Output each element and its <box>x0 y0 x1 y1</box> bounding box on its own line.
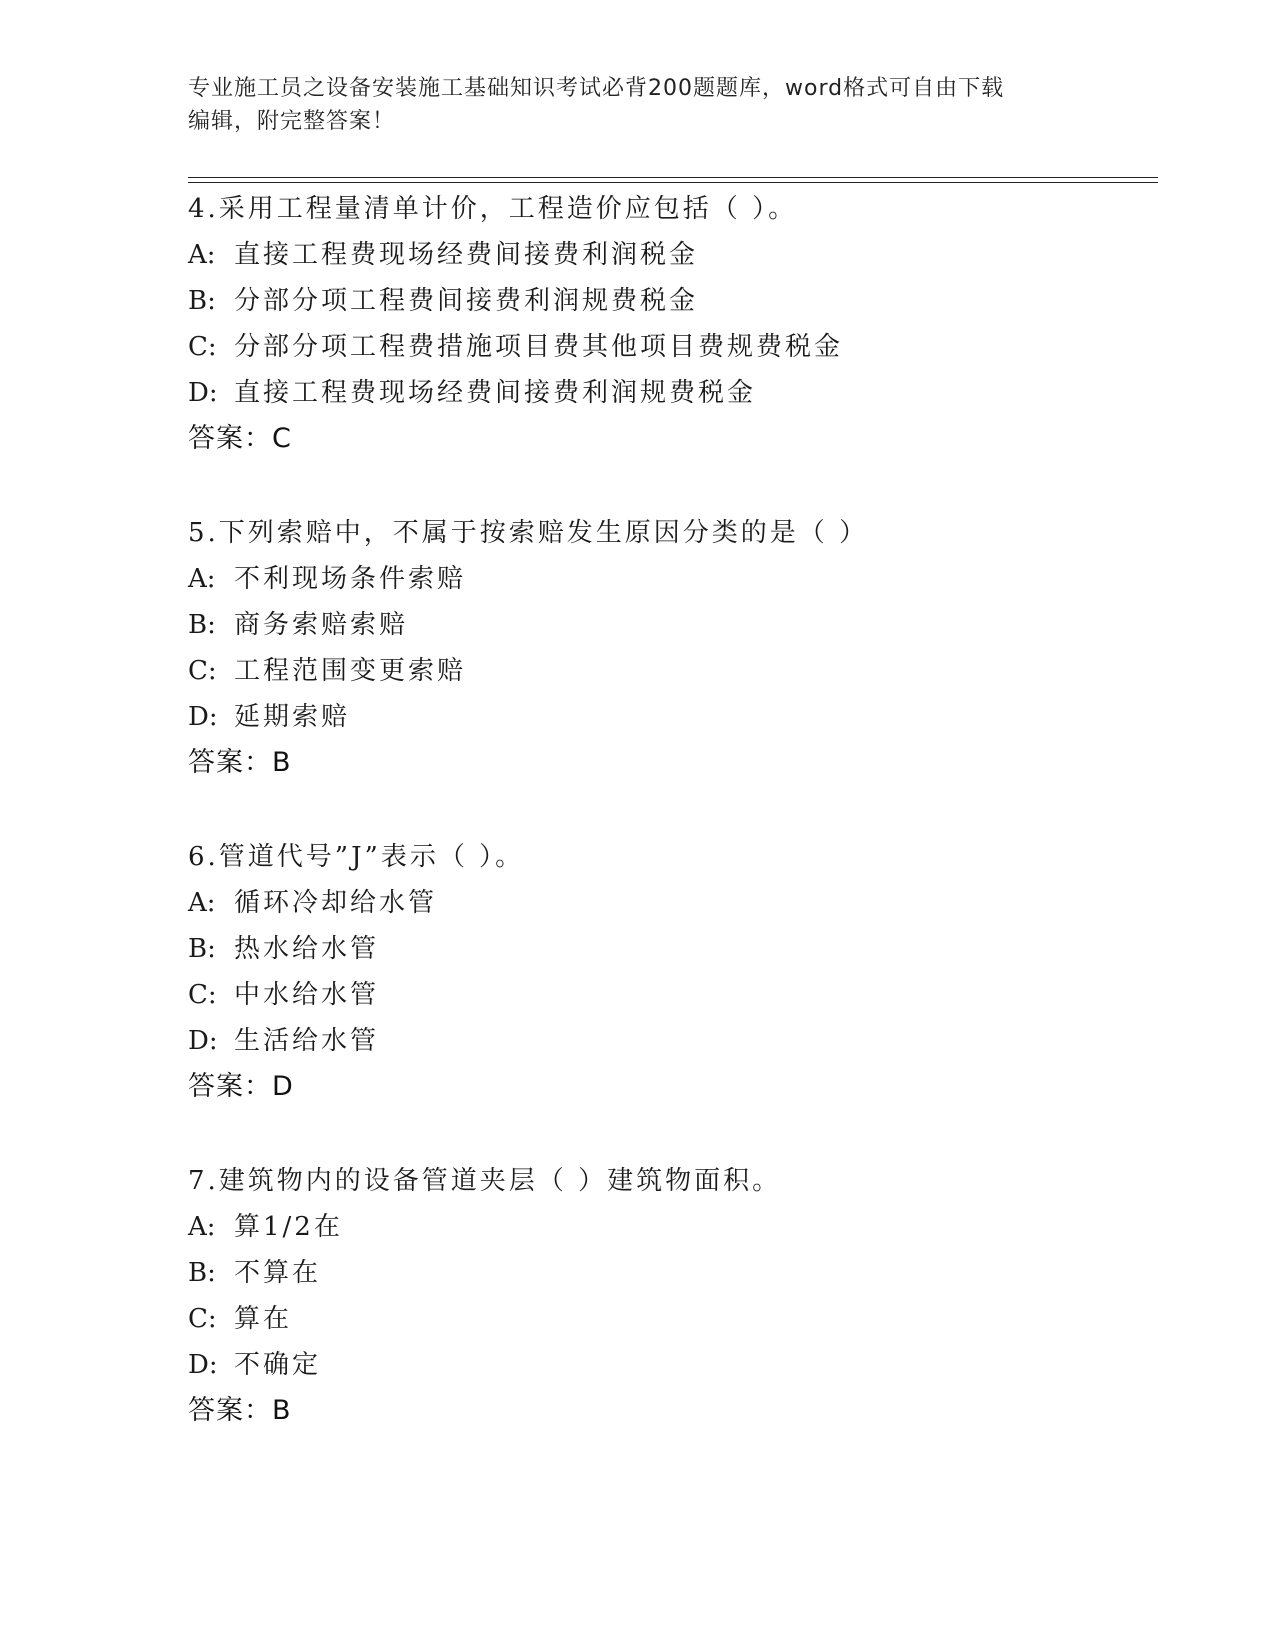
option-b <box>188 278 1148 324</box>
option-text: 循环冷却给水管 <box>234 888 438 918</box>
question-list <box>188 186 1148 1482</box>
option-a <box>188 1204 1148 1250</box>
option-letter: A: <box>188 564 216 594</box>
option-text: 算1/2在 <box>234 1212 343 1242</box>
answer-label: 答案：B <box>188 1395 292 1426</box>
question-6 <box>188 834 1148 1110</box>
header-divider-top <box>188 177 1158 178</box>
option-b <box>188 1250 1148 1296</box>
option-text: 算在 <box>234 1304 293 1334</box>
option-c <box>188 1296 1148 1342</box>
option-letter: D: <box>188 378 218 408</box>
option-text: 不算在 <box>234 1258 322 1288</box>
answer-label: 答案：C <box>188 423 292 454</box>
option-b <box>188 926 1148 972</box>
option-text: 生活给水管 <box>234 1026 380 1056</box>
answer-label: 答案：B <box>188 747 292 778</box>
option-letter: A: <box>188 888 216 918</box>
option-text: 直接工程费现场经费间接费利润规费税金 <box>234 378 757 408</box>
option-text: 分部分项工程费间接费利润规费税金 <box>234 286 699 316</box>
option-d <box>188 1018 1148 1064</box>
option-letter: D: <box>188 702 218 732</box>
option-a <box>188 556 1148 602</box>
header-line-2: 编辑，附完整答案！ <box>188 109 396 134</box>
question-7 <box>188 1158 1148 1434</box>
question-stem: 5.下列索赔中，不属于按索赔发生原因分类的是（ ） <box>188 518 869 548</box>
header-divider-bottom <box>188 182 1158 183</box>
option-d <box>188 694 1148 740</box>
option-letter: C: <box>188 980 217 1010</box>
option-text: 不利现场条件索赔 <box>234 564 467 594</box>
document-header <box>188 72 1088 138</box>
option-text: 直接工程费现场经费间接费利润税金 <box>234 240 699 270</box>
option-text: 工程范围变更索赔 <box>234 656 467 686</box>
question-stem: 6.管道代号”J”表示（ ）。 <box>188 842 525 872</box>
option-c <box>188 648 1148 694</box>
option-letter: B: <box>188 610 216 640</box>
option-letter: B: <box>188 286 216 316</box>
question-stem: 7.建筑物内的设备管道夹层（ ）建筑物面积。 <box>188 1166 782 1196</box>
option-letter: B: <box>188 1258 216 1288</box>
option-letter: A: <box>188 1212 216 1242</box>
question-4 <box>188 186 1148 462</box>
option-d <box>188 1342 1148 1388</box>
answer-label: 答案：D <box>188 1071 294 1102</box>
option-text: 延期索赔 <box>234 702 351 732</box>
option-letter: D: <box>188 1026 218 1056</box>
option-letter: C: <box>188 656 217 686</box>
option-text: 不确定 <box>234 1350 322 1380</box>
option-a <box>188 232 1148 278</box>
option-b <box>188 602 1148 648</box>
question-stem: 4.采用工程量清单计价，工程造价应包括（ ）。 <box>188 194 798 224</box>
option-c <box>188 324 1148 370</box>
option-letter: B: <box>188 934 216 964</box>
header-line-1: 专业施工员之设备安装施工基础知识考试必背200题题库，word格式可自由下载 <box>188 76 1005 101</box>
option-text: 分部分项工程费措施项目费其他项目费规费税金 <box>234 332 844 362</box>
option-d <box>188 370 1148 416</box>
option-letter: A: <box>188 240 216 270</box>
option-letter: C: <box>188 332 217 362</box>
question-5 <box>188 510 1148 786</box>
option-text: 热水给水管 <box>234 934 380 964</box>
option-text: 商务索赔索赔 <box>234 610 409 640</box>
option-c <box>188 972 1148 1018</box>
option-letter: D: <box>188 1350 218 1380</box>
option-letter: C: <box>188 1304 217 1334</box>
option-a <box>188 880 1148 926</box>
option-text: 中水给水管 <box>234 980 380 1010</box>
